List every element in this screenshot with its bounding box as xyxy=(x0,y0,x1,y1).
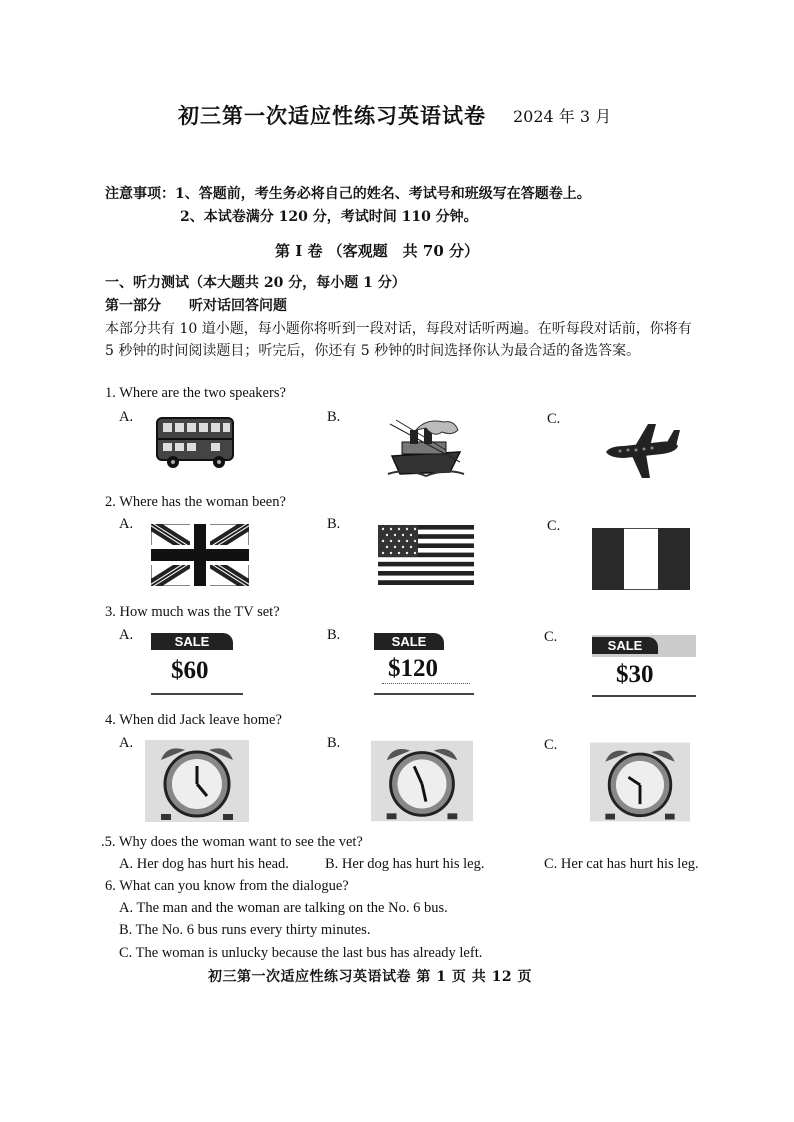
alarm-clock-icon xyxy=(371,740,473,822)
q5-option-b: B. Her dog has hurt his leg. xyxy=(325,856,485,872)
instructions: 本部分共有 10 道小题，每小题你将听到一段对话，每段对话听两遍。在听每段对话前，你将有 5 秒钟的时间阅读题目；听完后，你还有 5 秒钟的时间选择你认为最合适的备选答案。 xyxy=(105,321,692,359)
q2-option-a: A. xyxy=(119,516,134,532)
q5-option-c: C. Her cat has hurt his leg. xyxy=(544,856,699,872)
tricolor-flag-icon xyxy=(592,528,690,590)
sale-label: SALE xyxy=(592,637,658,654)
part-title: 听对话回答问题 xyxy=(189,298,287,314)
q6-option-a: A. The man and the woman are talking on the No. 6 bus. xyxy=(119,900,448,916)
q4-option-c: C. xyxy=(544,737,558,753)
q1-option-a: A. xyxy=(119,409,134,425)
airplane-icon xyxy=(600,420,682,480)
uk-flag-icon xyxy=(151,524,249,586)
sale-label: SALE xyxy=(374,633,444,650)
q6-option-c: C. The woman is unlucky because the last bus has already left. xyxy=(119,945,483,961)
q1-option-c: C. xyxy=(547,411,561,427)
q2-option-b: B. xyxy=(327,516,341,532)
question-5: .5. Why does the woman want to see the vet? xyxy=(101,834,363,850)
question-1: 1. Where are the two speakers? xyxy=(105,385,286,401)
price-text: $60 xyxy=(171,657,209,684)
question-3: 3. How much was the TV set? xyxy=(105,604,280,620)
steamship-icon xyxy=(386,416,466,478)
page-footer: 初三第一次适应性练习英语试卷 第 1 页 共 12 页 xyxy=(208,969,532,985)
part-name: 第一部分 xyxy=(105,298,161,314)
q4-option-b: B. xyxy=(327,735,341,751)
q1-option-b: B. xyxy=(327,409,341,425)
q3-option-c: C. xyxy=(544,629,558,645)
part-heading xyxy=(105,295,287,315)
q6-option-b: B. The No. 6 bus runs every thirty minutes. xyxy=(119,922,371,938)
price-tag-a xyxy=(149,633,245,699)
section-heading: 一、听力测试（本大题共 20 分，每小题 1 分） xyxy=(105,275,406,291)
alarm-clock-icon xyxy=(145,740,249,822)
question-6: 6. What can you know from the dialogue? xyxy=(105,878,349,894)
q3-option-b: B. xyxy=(327,627,341,643)
price-text: $120 xyxy=(388,655,438,682)
sale-label: SALE xyxy=(151,633,233,650)
notes-line-2: 2、本试卷满分 120 分，考试时间 110 分钟。 xyxy=(180,209,478,225)
q5-option-a: A. Her dog has hurt his head. xyxy=(119,856,289,872)
volume-heading: 第 I 卷 （客观题 共 70 分） xyxy=(275,242,480,260)
us-flag-icon xyxy=(378,525,474,585)
q3-option-a: A. xyxy=(119,627,134,643)
double-decker-bus-icon xyxy=(155,412,237,470)
notes-line-1: 注意事项：1、答题前，考生务必将自己的姓名、考试号和班级写在答题卷上。 xyxy=(105,186,591,202)
price-tag-c xyxy=(592,635,696,701)
alarm-clock-icon xyxy=(590,742,690,822)
q4-option-a: A. xyxy=(119,735,134,751)
price-tag-b xyxy=(372,633,476,699)
exam-title: 初三第一次适应性练习英语试卷 xyxy=(178,103,486,128)
price-text: $30 xyxy=(616,661,654,688)
question-2: 2. Where has the woman been? xyxy=(105,494,286,510)
question-4: 4. When did Jack leave home? xyxy=(105,712,282,728)
q2-option-c: C. xyxy=(547,518,561,534)
exam-date: 2024 年 3 月 xyxy=(513,107,612,126)
